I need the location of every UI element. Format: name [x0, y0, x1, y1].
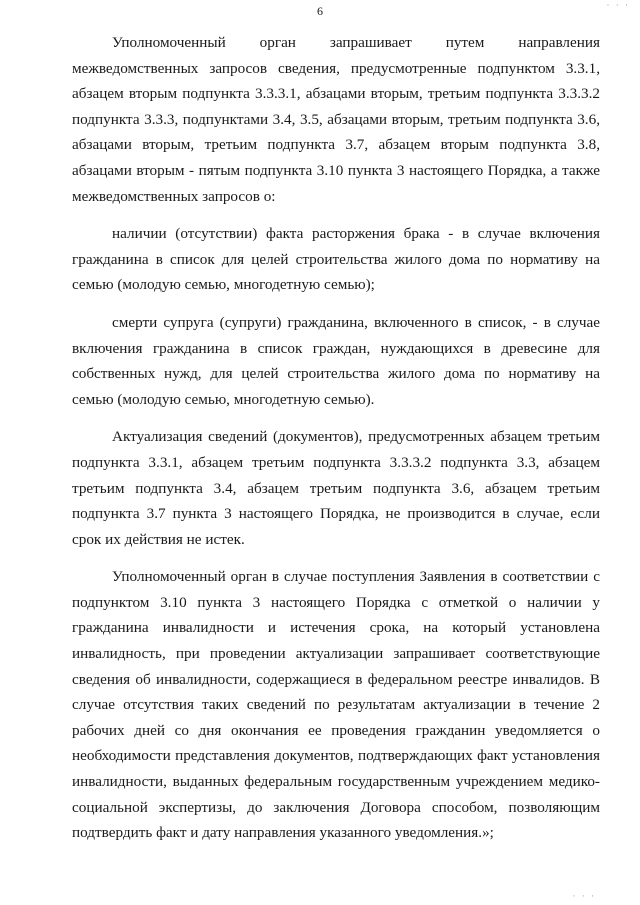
text-line: гражданина в список для целей строительства жилого дома по нормативу на [72, 250, 600, 268]
text-line: подпунктом 3.10 пункта 3 настоящего Порядка с отметкой о наличии у [72, 593, 600, 611]
text-line: сведения об инвалидности, содержащиеся в федеральном реестре инвалидов. В [72, 670, 600, 688]
text-line: абзацем вторым подпункта 3.3.3.1, абзацами вторым, третьим подпункта 3.3.3.2 [72, 85, 600, 103]
text-line: межведомственных запросов сведения, предусмотренные подпунктом 3.3.1, [72, 59, 600, 77]
paragraph-4 [72, 424, 600, 552]
text-line: подтвердить факт и дату направления указанного уведомления.»; [72, 824, 494, 842]
text-line: абзацами вторым - пятым подпункта 3.10 пункта 3 настоящего Порядка, а также [72, 161, 600, 179]
text-line: рабочих дней со дня окончания ее проведения гражданин уведомляется о [72, 721, 600, 739]
corner-mark-bottom: · · · [572, 891, 596, 901]
text-line: подпункта 3.7 пункта 3 настоящего Порядка, не производится в случае, если [72, 505, 600, 523]
text-line: семью (молодую семью, многодетную семью). [72, 390, 375, 408]
text-line: гражданина инвалидности и истечения срока, на который установлена [72, 619, 600, 637]
text-line: подпункта 3.3.1, абзацем третьим подпункта 3.3.3.2 подпункта 3.3, абзацем [72, 453, 600, 471]
text-line: третьим подпункта 3.4, абзацем третьим подпункта 3.6, абзацем третьим [72, 479, 600, 497]
paragraph-2 [72, 221, 600, 298]
text-line: социальной экспертизы, до заключения Договора способом, позволяющим [72, 798, 600, 816]
corner-mark-top: · · · [606, 0, 630, 10]
text-line: Уполномоченный орган в случае поступления Заявления в соответствии с [112, 568, 600, 586]
text-line: случае отсутствия таких сведений по результатам актуализации в течение 2 [72, 696, 600, 714]
text-line: собственных нужд, для целей строительства жилого дома по нормативу на [72, 365, 600, 383]
text-line: межведомственных запросов о: [72, 187, 276, 205]
text-line: абзацами вторым, третьим подпункта 3.7, абзацем вторым подпункта 3.8, [72, 136, 600, 154]
text-line: необходимости представления документов, подтверждающих факт установления [72, 747, 600, 765]
text-line: инвалидности, выданных федеральным государственным учреждением медико- [72, 773, 600, 791]
body-text [72, 30, 600, 846]
text-line: Актуализация сведений (документов), предусмотренных абзацем третьим [112, 428, 600, 446]
page-number: 6 [317, 4, 323, 18]
text-line: семью (молодую семью, многодетную семью); [72, 276, 375, 294]
text-line: наличии (отсутствии) факта расторжения брака - в случае включения [112, 225, 600, 243]
text-line: Уполномоченный орган запрашивает путем направления [112, 34, 600, 51]
text-line: включения гражданина в список граждан, нуждающихся в древесине для [72, 339, 600, 357]
paragraph-1 [72, 30, 600, 209]
paragraph-5 [72, 564, 600, 846]
paragraph-3 [72, 310, 600, 412]
text-line: смерти супруга (супруги) гражданина, включенного в список, - в случае [112, 313, 600, 331]
text-line: инвалидность, при проведении актуализации запрашивает соответствующие [72, 645, 600, 663]
text-line: подпункта 3.3.3, подпунктами 3.4, 3.5, абзацами вторым, третьим подпункта 3.6, [72, 110, 600, 128]
text-line: срок их действия не истек. [72, 530, 245, 548]
